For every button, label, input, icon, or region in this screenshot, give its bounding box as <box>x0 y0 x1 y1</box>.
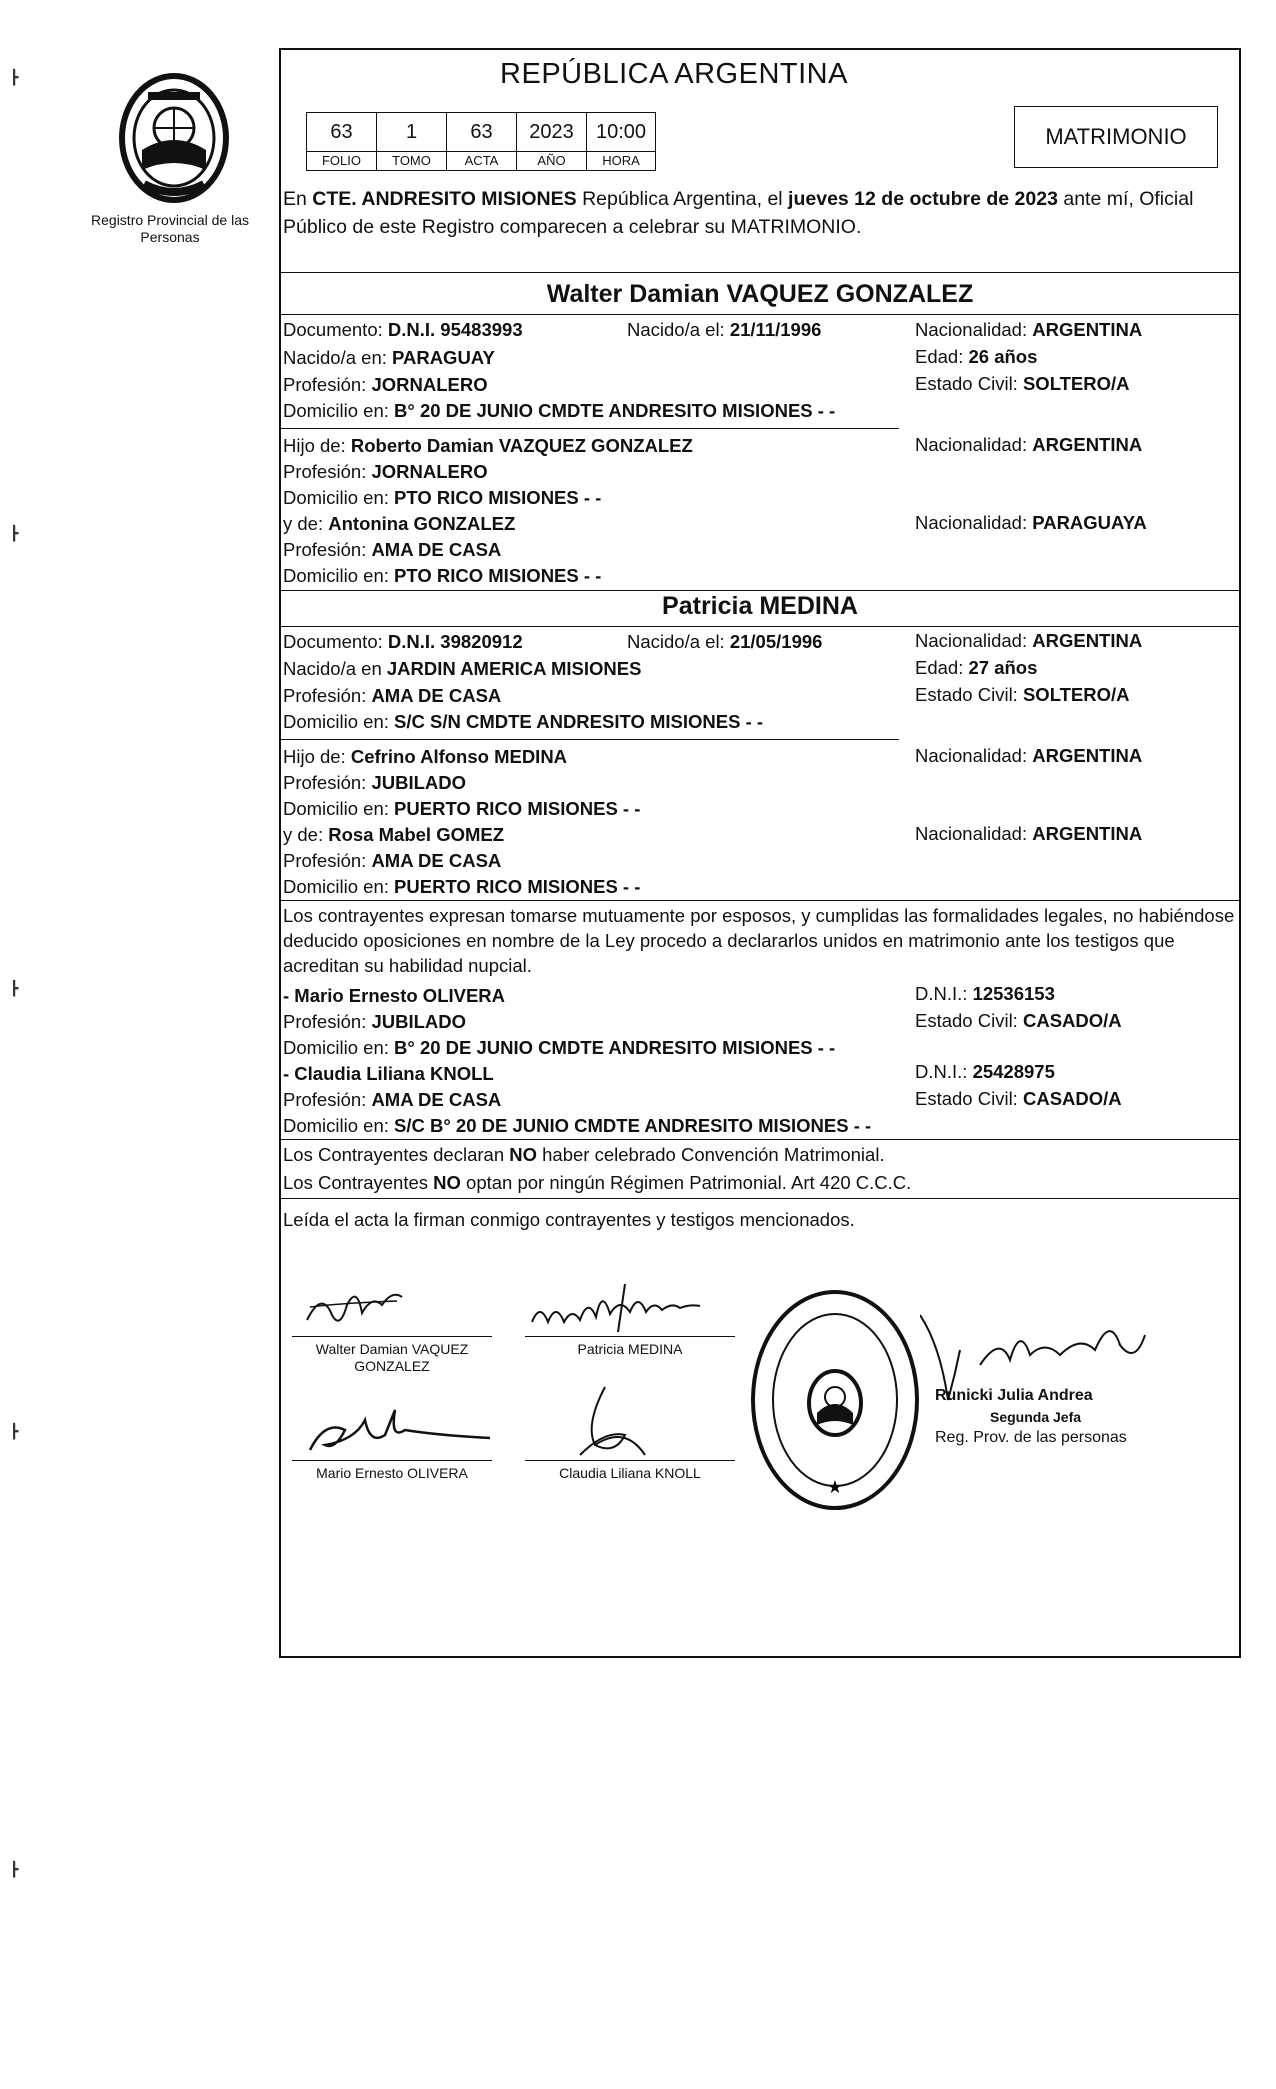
divider <box>279 1198 1241 1199</box>
officer-name: Runicki Julia Andrea <box>935 1387 1093 1404</box>
spouse-1-mother: y de: Antonina GONZALEZ <box>283 513 516 534</box>
spouse-1-address: Domicilio en: B° 20 DE JUNIO CMDTE ANDRESITO MISIONES - - <box>283 400 836 421</box>
registry-name: Registro Provincial de las Personas <box>91 212 249 245</box>
time-cell: 10:00 HORA <box>586 112 656 171</box>
divider <box>279 590 1241 591</box>
regime-statement: Los Contrayentes NO optan por ningún Régimen Patrimonial. Art 420 C.C.C. <box>283 1172 912 1193</box>
spouse-2-profession: Profesión: AMA DE CASA <box>283 685 502 706</box>
spouse-1-mother-profession: Profesión: AMA DE CASA <box>283 539 502 560</box>
divider <box>279 739 899 740</box>
margin-mark: ┣ <box>10 1861 19 1877</box>
signature-caption-patricia: Patricia MEDINA <box>577 1341 683 1357</box>
spouse-2-father: Hijo de: Cefrino Alfonso MEDINA <box>283 746 568 767</box>
witness-2-civil-status: Estado Civil: CASADO/A <box>915 1088 1122 1109</box>
margin-mark: ┣ <box>10 525 19 541</box>
spouse-2-father-address: Domicilio en: PUERTO RICO MISIONES - - <box>283 798 641 819</box>
declaration-paragraph: Los contrayentes expresan tomarse mutuamente por esposos, y cumplidas las formalidades legales, no habiéndose deducido oposiciones en nombre de la Ley procedo a declararlos unidos en matrimonio ante los testigos que acreditan su habilidad nupcial. <box>283 905 1235 976</box>
witness-1-address: Domicilio en: B° 20 DE JUNIO CMDTE ANDRESITO MISIONES - - <box>283 1037 836 1058</box>
spouse-2-father-profession: Profesión: JUBILADO <box>283 772 466 793</box>
divider <box>279 900 1241 901</box>
act-type-box: MATRIMONIO <box>1014 106 1218 168</box>
signature-line <box>525 1460 735 1461</box>
signature-line <box>525 1336 735 1337</box>
witness-1-dni: D.N.I.: 12536153 <box>915 983 1055 1004</box>
svg-text:★: ★ <box>826 1477 844 1497</box>
signature-patricia-icon <box>530 1282 730 1337</box>
divider <box>279 272 1241 273</box>
record-number-cells <box>306 112 656 171</box>
spouse-2-mother-profession: Profesión: AMA DE CASA <box>283 850 502 871</box>
signature-walter-icon <box>302 1285 412 1335</box>
spouse-2-name: Patricia MEDINA <box>662 592 858 620</box>
spouse-2-mother: y de: Rosa Mabel GOMEZ <box>283 824 505 845</box>
spouse-1-name: Walter Damian VAQUEZ GONZALEZ <box>546 280 974 308</box>
spouse-1-father-profession: Profesión: JORNALERO <box>283 461 488 482</box>
spouse-2-birthplace: Nacido/a en JARDIN AMERICA MISIONES <box>283 658 642 679</box>
spouse-2-address: Domicilio en: S/C S/N CMDTE ANDRESITO MISIONES - - <box>283 711 764 732</box>
witness-2-profession: Profesión: AMA DE CASA <box>283 1089 502 1110</box>
witness-1-name: - Mario Ernesto OLIVERA <box>283 985 506 1006</box>
officer-office: Reg. Prov. de las personas <box>935 1429 1127 1446</box>
signature-mario-icon <box>305 1400 495 1460</box>
spouse-1-age: Edad: 26 años <box>915 346 1038 367</box>
acta-cell: 63 ACTA <box>446 112 516 171</box>
spouse-1-father-nationality: Nacionalidad: ARGENTINA <box>915 434 1143 455</box>
spouse-1-mother-address: Domicilio en: PTO RICO MISIONES - - <box>283 565 602 586</box>
witness-2-dni: D.N.I.: 25428975 <box>915 1061 1055 1082</box>
spouse-1-document: Documento: D.N.I. 95483993 <box>283 319 523 340</box>
year-cell: 2023 AÑO <box>516 112 586 171</box>
witness-2-address: Domicilio en: S/C B° 20 DE JUNIO CMDTE ANDRESITO MISIONES - - <box>283 1115 872 1136</box>
divider <box>279 626 1241 627</box>
spouse-2-father-nationality: Nacionalidad: ARGENTINA <box>915 745 1143 766</box>
spouse-2-document: Documento: D.N.I. 39820912 <box>283 631 523 652</box>
signature-caption-claudia: Claudia Liliana KNOLL <box>559 1465 701 1481</box>
spouse-2-birthdate: Nacido/a el: 21/05/1996 <box>627 631 823 652</box>
closing-statement: Leída el acta la firman conmigo contrayentes y testigos mencionados. <box>283 1209 855 1230</box>
divider <box>279 428 899 429</box>
spouse-2-mother-address: Domicilio en: PUERTO RICO MISIONES - - <box>283 876 641 897</box>
officer-title: Segunda Jefa <box>990 1409 1082 1425</box>
spouse-1-father-address: Domicilio en: PTO RICO MISIONES - - <box>283 487 602 508</box>
signature-caption-walter: Walter Damian VAQUEZ GONZALEZ <box>315 1341 469 1374</box>
divider <box>279 314 1241 315</box>
spouse-1-birthdate: Nacido/a el: 21/11/1996 <box>627 319 822 340</box>
witness-1-civil-status: Estado Civil: CASADO/A <box>915 1010 1122 1031</box>
intro-paragraph: En CTE. ANDRESITO MISIONES República Argentina, el jueves 12 de octubre de 2023 ante mí, Oficial Público de este Registro comparecen a celebrar su MATRIMONIO. <box>283 188 1194 238</box>
spouse-1-birthplace: Nacido/a en: PARAGUAY <box>283 347 495 368</box>
witness-1-profession: Profesión: JUBILADO <box>283 1011 466 1032</box>
witness-2-name: - Claudia Liliana KNOLL <box>283 1063 494 1084</box>
tomo-cell: 1 TOMO <box>376 112 446 171</box>
margin-mark: ┣ <box>10 1423 19 1439</box>
spouse-2-civil-status: Estado Civil: SOLTERO/A <box>915 684 1130 705</box>
convention-statement: Los Contrayentes declaran NO haber celebrado Convención Matrimonial. <box>283 1144 885 1165</box>
divider <box>279 1139 1241 1140</box>
spouse-1-civil-status: Estado Civil: SOLTERO/A <box>915 373 1130 394</box>
signature-line <box>292 1460 492 1461</box>
spouse-2-age: Edad: 27 años <box>915 657 1038 678</box>
country-title: REPÚBLICA ARGENTINA <box>500 58 848 90</box>
spouse-1-nationality: Nacionalidad: ARGENTINA <box>915 319 1143 340</box>
registry-seal-icon <box>745 1285 925 1515</box>
spouse-2-mother-nationality: Nacionalidad: ARGENTINA <box>915 823 1143 844</box>
spouse-1-father: Hijo de: Roberto Damian VAZQUEZ GONZALEZ <box>283 435 693 456</box>
folio-cell: 63 FOLIO <box>306 112 376 171</box>
spouse-1-mother-nationality: Nacionalidad: PARAGUAYA <box>915 512 1147 533</box>
signature-line <box>292 1336 492 1337</box>
signature-caption-mario: Mario Ernesto OLIVERA <box>316 1465 468 1481</box>
spouse-2-nationality: Nacionalidad: ARGENTINA <box>915 630 1143 651</box>
margin-mark: ┣ <box>10 69 19 85</box>
spouse-1-profession: Profesión: JORNALERO <box>283 374 488 395</box>
signature-claudia-icon <box>555 1385 665 1463</box>
margin-mark: ┣ <box>10 980 19 996</box>
provincial-coat-of-arms-icon <box>104 66 244 206</box>
